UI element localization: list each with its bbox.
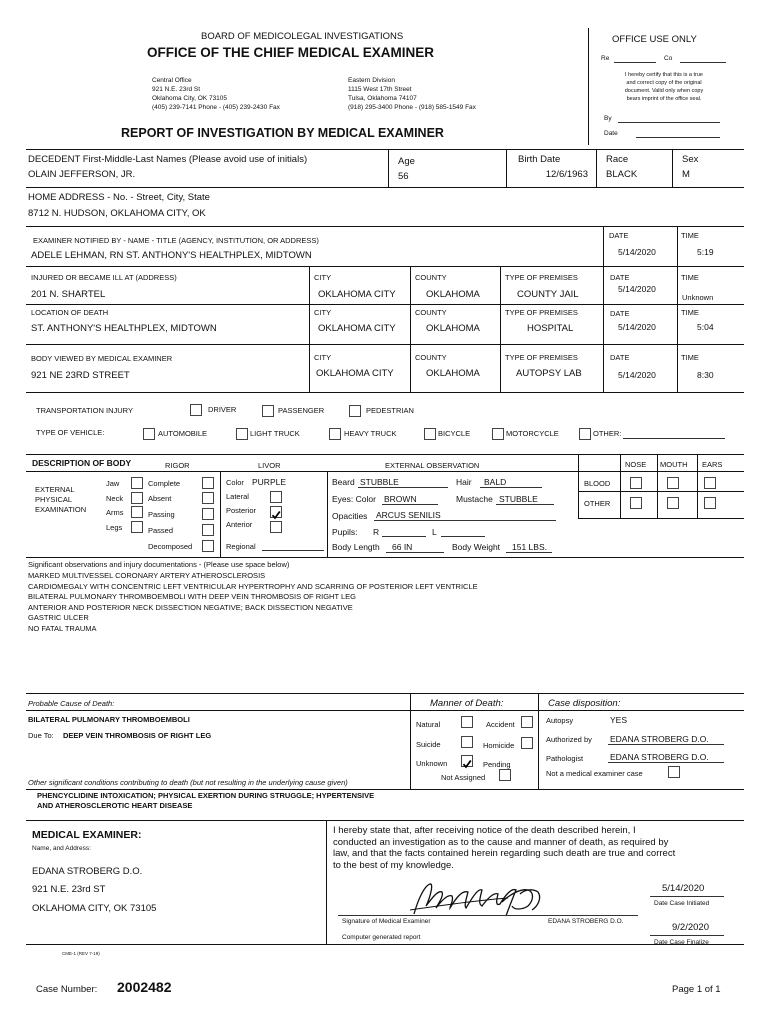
external-physical-exam-label: EXTERNAL PHYSICAL EXAMINATION [35, 485, 87, 514]
rule-cause-top [26, 693, 744, 694]
accident-checkbox[interactable] [521, 716, 533, 728]
manner-label: Manner of Death: [430, 698, 504, 709]
eyes-label: Eyes: Color [332, 494, 376, 504]
viewed-date-label: DATE [610, 353, 630, 362]
other-vehicle-label: OTHER: [593, 429, 622, 438]
nose-label: NOSE [625, 460, 647, 469]
case-number[interactable]: 2002482 [117, 979, 172, 995]
viewed-time[interactable]: 8:30 [697, 370, 714, 380]
driver-label: DRIVER [208, 405, 237, 414]
signature-line[interactable] [338, 915, 638, 916]
other-ears-checkbox[interactable] [704, 497, 716, 509]
livor-regional-label: Regional [226, 542, 256, 551]
rule-manner-label [410, 710, 538, 711]
viewed-county[interactable]: OKLAHOMA [426, 368, 480, 379]
divider-viewed-premises [500, 344, 501, 392]
unknown-label: Unknown [416, 759, 448, 768]
arms-label: Arms [106, 508, 124, 517]
external-observation-label: EXTERNAL OBSERVATION [385, 461, 480, 470]
notified-label: EXAMINER NOTIFIED BY - NAME - TITLE (AGENCY, INSTITUTION, OR ADDRESS) [33, 236, 319, 245]
date-label: Date [604, 130, 618, 137]
blood-ears-checkbox[interactable] [704, 477, 716, 489]
natural-checkbox[interactable] [461, 716, 473, 728]
rule-examiner-bottom [26, 944, 744, 945]
notified-date[interactable]: 5/14/2020 [618, 247, 656, 257]
hair-line [480, 487, 542, 488]
rigor-passed-label: Passed [148, 526, 174, 535]
jaw-checkbox[interactable] [131, 477, 143, 489]
divider-mouth [657, 454, 658, 518]
viewed-time-label: TIME [681, 353, 699, 362]
divider-viewed-date [603, 344, 604, 392]
decedent-name-label: DECEDENT First-Middle-Last Names (Please avoid use of initials) [28, 154, 308, 165]
decedent-name[interactable]: OLAIN JEFFERSON, JR. [28, 169, 136, 180]
eyes-value[interactable]: BROWN [384, 494, 417, 504]
divider-manner [410, 693, 411, 789]
page-number: Page 1 of 1 [672, 984, 721, 995]
divider-injured-time [677, 266, 678, 304]
blood-nose-checkbox[interactable] [630, 477, 642, 489]
home-address-label: HOME ADDRESS - No. - Street, City, State [28, 192, 210, 203]
divider-sex [672, 149, 673, 187]
rule-observations-top [26, 557, 744, 558]
rule-other-conditions [26, 789, 744, 790]
injured-address[interactable]: 201 N. SHARTEL [31, 289, 106, 300]
motorcycle-label: MOTORCYCLE [506, 429, 559, 438]
rule-decedent-top [26, 149, 744, 150]
neck-label: Neck [106, 494, 124, 503]
rule-blood-other [578, 491, 744, 492]
rule-examiner-top [26, 820, 744, 821]
divider-death-time [677, 304, 678, 344]
rigor-absent-checkbox[interactable] [202, 492, 214, 504]
divider-age [388, 149, 389, 187]
not-me-case-label: Not a medical examiner case [546, 769, 643, 778]
computer-generated-label: Computer generated report [342, 934, 421, 941]
observation-line: NO FATAL TRAUMA [28, 623, 97, 633]
form-revision: CME-1 (REV 7-19) [62, 951, 100, 956]
co-label: Co [664, 55, 673, 62]
by-line[interactable] [618, 122, 720, 123]
examiner-title: MEDICAL EXAMINER: [32, 829, 142, 841]
examiner-name[interactable]: EDANA STROBERG D.O. [32, 866, 143, 877]
date-finalized-line [650, 935, 724, 936]
suicide-label: Suicide [416, 740, 441, 749]
divider-statement [326, 820, 327, 944]
divider-death-county [410, 304, 411, 344]
beard-label: Beard [332, 477, 355, 487]
eastern-division: Eastern Division 1115 West 17th Street Tulsa, Oklahoma 74107 (918) 295-3400 Phone - (918) 585-1549 Fax [348, 77, 476, 111]
home-address[interactable]: 8712 N. HUDSON, OKLAHOMA CITY, OK [28, 208, 206, 219]
cause-label: Probable Cause of Death: [28, 699, 115, 708]
authorized-label: Authorized by [546, 735, 592, 744]
rule-injured-top [26, 266, 744, 267]
viewed-county-label: COUNTY [415, 353, 447, 362]
light-truck-label: LIGHT TRUCK [250, 429, 300, 438]
death-city[interactable]: OKLAHOMA CITY [318, 323, 396, 334]
notified-value[interactable]: ADELE LEHMAN, RN ST. ANTHONY'S HEALTHPLEX, MIDTOWN [31, 250, 312, 261]
notified-time-label: TIME [681, 231, 699, 240]
rule-death-top [26, 304, 744, 305]
autopsy-label: Autopsy [546, 716, 574, 725]
divider-death-city [309, 304, 310, 344]
divider-disposition [538, 693, 539, 789]
eyes-line [382, 504, 438, 505]
length-line [386, 552, 444, 553]
rigor-decomposed-label: Decomposed [148, 542, 193, 551]
pathologist-line [608, 762, 724, 763]
authorized-value[interactable]: EDANA STROBERG D.O. [610, 734, 709, 744]
vehicle-label: TYPE OF VEHICLE: [36, 428, 105, 437]
divider-notified-date [603, 226, 604, 266]
divider-external [327, 471, 328, 557]
re-label: Re [601, 55, 610, 62]
by-label: By [604, 115, 612, 122]
birth-label: Birth Date [518, 154, 561, 165]
injured-date-label: DATE [610, 273, 630, 282]
divider-viewed-county [410, 344, 411, 392]
driver-checkbox[interactable] [190, 404, 202, 416]
office-date-line[interactable] [636, 137, 720, 138]
body-length-label: Body Length [332, 542, 380, 552]
observation-line: ANTERIOR AND POSTERIOR NECK DISSECTION NEGATIVE; BACK DISSECTION NEGATIVE [28, 602, 353, 612]
race-label: Race [606, 154, 629, 165]
injured-city[interactable]: OKLAHOMA CITY [318, 289, 396, 300]
date-finalized-label: Date Case Finalize [654, 939, 709, 946]
death-county[interactable]: OKLAHOMA [426, 323, 480, 334]
blood-label: BLOOD [584, 479, 611, 488]
other-conditions-value[interactable]: PHENCYCLIDINE INTOXICATION; PHYSICAL EXERTION DURING STRUGGLE; HYPERTENSIVE AND ATHEROSCLEROTIC HEART DISEASE [37, 791, 375, 810]
birth-value[interactable]: 12/6/1963 [545, 169, 588, 180]
observation-line: GASTRIC ULCER [28, 613, 89, 622]
neck-checkbox[interactable] [131, 492, 143, 504]
divider-viewed-city [309, 344, 310, 392]
body-weight[interactable]: 151 LBS. [512, 542, 547, 552]
observation-line: BILATERAL PULMONARY THROMBOEMBOLI WITH DEEP VEIN THROMBOSIS OF RIGHT LEG [28, 592, 356, 601]
body-weight-label: Body Weight [452, 542, 501, 552]
light-truck-checkbox[interactable] [236, 428, 248, 440]
not-me-case-checkbox[interactable] [668, 766, 680, 778]
other-fluid-label: OTHER [584, 499, 611, 508]
divider-fluids [578, 454, 579, 518]
divider-injured-city [309, 266, 310, 304]
pupils-label: Pupils: [332, 527, 358, 537]
injured-county[interactable]: OKLAHOMA [426, 289, 480, 300]
pedestrian-label: PEDESTRIAN [366, 406, 414, 415]
board-name: BOARD OF MEDICOLEGAL INVESTIGATIONS [201, 31, 404, 42]
due-to-label: Due To: [28, 731, 54, 740]
examiner-address-2[interactable]: OKLAHOMA CITY, OK 73105 [32, 903, 157, 914]
office-use-title: OFFICE USE ONLY [612, 34, 697, 45]
livor-anterior-checkbox[interactable] [270, 521, 282, 533]
pupil-l-line[interactable] [441, 536, 485, 537]
rigor-decomposed-checkbox[interactable] [202, 540, 214, 552]
divider-injured-county [410, 266, 411, 304]
bicycle-label: BICYCLE [438, 429, 471, 438]
injured-county-label: COUNTY [415, 273, 447, 282]
livor-anterior-label: Anterior [226, 520, 253, 529]
pupil-l-label: L [432, 527, 437, 537]
cause-value[interactable]: BILATERAL PULMONARY THROMBOEMBOLI [28, 715, 190, 724]
passenger-label: PASSENGER [278, 406, 325, 415]
report-title: REPORT OF INVESTIGATION BY MEDICAL EXAMINER [121, 126, 444, 140]
observations-label: Significant observations and injury documentations - (Please use space below) [28, 560, 290, 569]
divider-injured-date [603, 266, 604, 304]
weight-line [506, 552, 552, 553]
signature-name: EDANA STROBERG D.O. [548, 918, 624, 925]
livor-regional-line[interactable] [262, 550, 324, 551]
livor-color[interactable]: PURPLE [252, 477, 287, 487]
examiner-statement: I hereby state that, after receiving notice of the death described herein, I conducted an investigation as to the cause and manner of death, as required by law, and that the facts contained herein regarding such death are true and correct to the best of my knowledge. [333, 825, 676, 871]
death-premises[interactable]: HOSPITAL [527, 323, 574, 334]
motorcycle-checkbox[interactable] [492, 428, 504, 440]
pending-checkbox[interactable] [499, 769, 511, 781]
notified-date-label: DATE [609, 231, 629, 240]
pathologist-value[interactable]: EDANA STROBERG D.O. [610, 752, 709, 762]
viewed-city-label: CITY [314, 353, 332, 362]
livor-label: LIVOR [258, 461, 281, 470]
viewed-date[interactable]: 5/14/2020 [618, 370, 656, 380]
death-date[interactable]: 5/14/2020 [618, 322, 656, 332]
mouth-label: MOUTH [660, 460, 688, 469]
divider-injured-premises [500, 266, 501, 304]
re-line[interactable] [614, 62, 656, 63]
hair-value[interactable]: BALD [484, 477, 507, 487]
rule-home-top [26, 187, 744, 188]
checkmark-icon [271, 510, 281, 520]
rule-body-top [26, 454, 744, 455]
livor-lateral-label: Lateral [226, 492, 249, 501]
examiner-address-1[interactable]: 921 N.E. 23rd ST [32, 884, 106, 895]
heavy-truck-label: HEAVY TRUCK [344, 429, 397, 438]
age-label: Age [398, 156, 415, 167]
mustache-label: Mustache [456, 494, 493, 504]
death-time[interactable]: 5:04 [697, 322, 714, 332]
other-nose-checkbox[interactable] [630, 497, 642, 509]
checkmark-icon [462, 759, 472, 769]
death-city-label: CITY [314, 308, 332, 317]
rule-fluids-bottom [578, 518, 744, 519]
opacities-label: Opacities [332, 511, 368, 521]
due-to-value[interactable]: DEEP VEIN THROMBOSIS OF RIGHT LEG [63, 731, 212, 740]
death-premises-label: TYPE OF PREMISES [505, 308, 578, 317]
body-length[interactable]: 66 IN [392, 542, 413, 552]
pupil-r-line[interactable] [382, 536, 426, 537]
rule-transport-top [26, 392, 744, 393]
beard-value[interactable]: STUBBLE [360, 477, 399, 487]
livor-lateral-checkbox[interactable] [270, 491, 282, 503]
sex-label: Sex [682, 154, 699, 165]
injured-city-label: CITY [314, 273, 332, 282]
body-title: DESCRIPTION OF BODY [32, 458, 132, 468]
signature-icon [408, 880, 548, 918]
rule-body-header [26, 471, 744, 472]
observations-list[interactable] [28, 571, 478, 634]
age-value[interactable]: 56 [398, 171, 409, 182]
legs-checkbox[interactable] [131, 521, 143, 533]
viewed-label: BODY VIEWED BY MEDICAL EXAMINER [31, 354, 173, 363]
hair-label: Hair [456, 477, 472, 487]
rigor-label: RIGOR [165, 461, 190, 470]
blood-mouth-checkbox[interactable] [667, 477, 679, 489]
date-initiated-line [650, 896, 724, 897]
divider-ears [697, 454, 698, 518]
livor-posterior-checkbox[interactable] [270, 506, 282, 518]
automobile-checkbox[interactable] [143, 428, 155, 440]
ears-label: EARS [702, 460, 723, 469]
viewed-premises-label: TYPE OF PREMISES [505, 353, 578, 362]
unknown-checkbox[interactable] [461, 755, 473, 767]
rigor-passing-checkbox[interactable] [202, 508, 214, 520]
rule-viewed-top [26, 344, 744, 345]
pending-label: Pending [483, 760, 511, 769]
accident-label: Accident [486, 720, 515, 729]
arms-checkbox[interactable] [131, 506, 143, 518]
pathologist-label: Pathologist [546, 754, 584, 763]
observation-line: CARDIOMEGALY WITH CONCENTRIC LEFT VENTRICULAR HYPERTROPHY AND SCARRING OF POSTERIOR LEFT VENTRICLE [28, 581, 478, 591]
injured-time-label: TIME [681, 273, 699, 282]
rule-disposition-label [538, 710, 744, 711]
jaw-label: Jaw [106, 479, 120, 488]
divider-death-date [603, 304, 604, 344]
livor-color-label: Color [226, 478, 244, 487]
other-vehicle-checkbox[interactable] [579, 428, 591, 440]
rigor-complete-checkbox[interactable] [202, 477, 214, 489]
viewed-premises[interactable]: AUTOPSY LAB [516, 368, 582, 379]
pedestrian-checkbox[interactable] [349, 405, 361, 417]
notified-time[interactable]: 5:19 [697, 247, 714, 257]
passenger-checkbox[interactable] [262, 405, 274, 417]
death-location[interactable]: ST. ANTHONY'S HEALTHPLEX, MIDTOWN [31, 323, 217, 334]
date-initiated[interactable]: 5/14/2020 [662, 883, 705, 894]
other-mouth-checkbox[interactable] [667, 497, 679, 509]
livor-posterior-label: Posterior [226, 506, 257, 515]
legs-label: Legs [106, 523, 123, 532]
rigor-absent-label: Absent [148, 494, 172, 503]
heavy-truck-checkbox[interactable] [329, 428, 341, 440]
co-line[interactable] [680, 62, 726, 63]
signature-label: Signature of Medical Examiner [342, 918, 431, 925]
rule-cause-label [26, 710, 410, 711]
name-address-label: Name, and Address: [32, 845, 91, 852]
disposition-label: Case disposition: [548, 698, 621, 709]
office-use-border [588, 28, 589, 145]
divider-death-premises [500, 304, 501, 344]
authorized-line [608, 744, 724, 745]
rigor-passed-checkbox[interactable] [202, 524, 214, 536]
viewed-city[interactable]: OKLAHOMA CITY [316, 368, 394, 379]
central-office: Central Office 921 N.E. 23rd St Oklahoma City, OK 73105 (405) 239-7141 Phone - (405) 239-2430 Fax [152, 77, 280, 111]
other-conditions-label: Other significant conditions contributing to death (but not resulting in the underlying cause given) [28, 778, 348, 787]
injured-premises-label: TYPE OF PREMISES [505, 273, 578, 282]
mustache-value[interactable]: STUBBLE [499, 494, 538, 504]
pupil-r-label: R [373, 527, 380, 537]
death-date-label: DATE [610, 309, 630, 318]
observation-line: MARKED MULTIVESSEL CORONARY ARTERY ATHEROSCLEROSIS [28, 571, 266, 580]
other-vehicle-line[interactable] [623, 438, 725, 439]
divider-race [596, 149, 597, 187]
rule-notified-top [26, 226, 744, 227]
divider-notified-time [677, 226, 678, 266]
date-initiated-label: Date Case Initiated [654, 900, 710, 907]
homicide-checkbox[interactable] [521, 737, 533, 749]
suicide-checkbox[interactable] [461, 736, 473, 748]
death-location-label: LOCATION OF DEATH [31, 308, 109, 317]
divider-livor [220, 471, 221, 557]
rigor-complete-label: Complete [148, 479, 181, 488]
viewed-address[interactable]: 921 NE 23RD STREET [31, 370, 130, 381]
homicide-label: Homicide [483, 741, 515, 750]
not-assigned-label: Not Assigned [441, 773, 486, 782]
injured-label: INJURED OR BECAME ILL AT (ADDRESS) [31, 273, 177, 282]
divider-viewed-time [677, 344, 678, 392]
office-name: OFFICE OF THE CHIEF MEDICAL EXAMINER [147, 45, 435, 60]
beard-line [358, 487, 448, 488]
transport-injury-label: TRANSPORTATION INJURY [36, 406, 133, 415]
autopsy-value[interactable]: YES [610, 715, 628, 725]
race-value[interactable]: BLACK [606, 169, 638, 180]
divider-birth [506, 149, 507, 187]
opacities-line [374, 520, 556, 521]
rigor-passing-label: Passing [148, 510, 175, 519]
death-time-label: TIME [681, 308, 699, 317]
case-number-label: Case Number: [36, 984, 98, 995]
injured-time[interactable]: Unknown [682, 293, 714, 302]
sex-value[interactable]: M [682, 169, 690, 180]
bicycle-checkbox[interactable] [424, 428, 436, 440]
death-county-label: COUNTY [415, 308, 447, 317]
natural-label: Natural [416, 720, 441, 729]
mustache-line [496, 504, 554, 505]
opacities-value[interactable]: ARCUS SENILIS [376, 510, 441, 520]
certify-text: I hereby certify that this is a true and correct copy of the original document. Valid only when copy bears imprint of the office seal. [624, 72, 704, 102]
injured-date[interactable]: 5/14/2020 [618, 284, 656, 294]
injured-premises[interactable]: COUNTY JAIL [517, 289, 579, 300]
automobile-label: AUTOMOBILE [158, 429, 208, 438]
divider-nose [620, 454, 621, 518]
date-finalized[interactable]: 9/2/2020 [672, 922, 709, 933]
